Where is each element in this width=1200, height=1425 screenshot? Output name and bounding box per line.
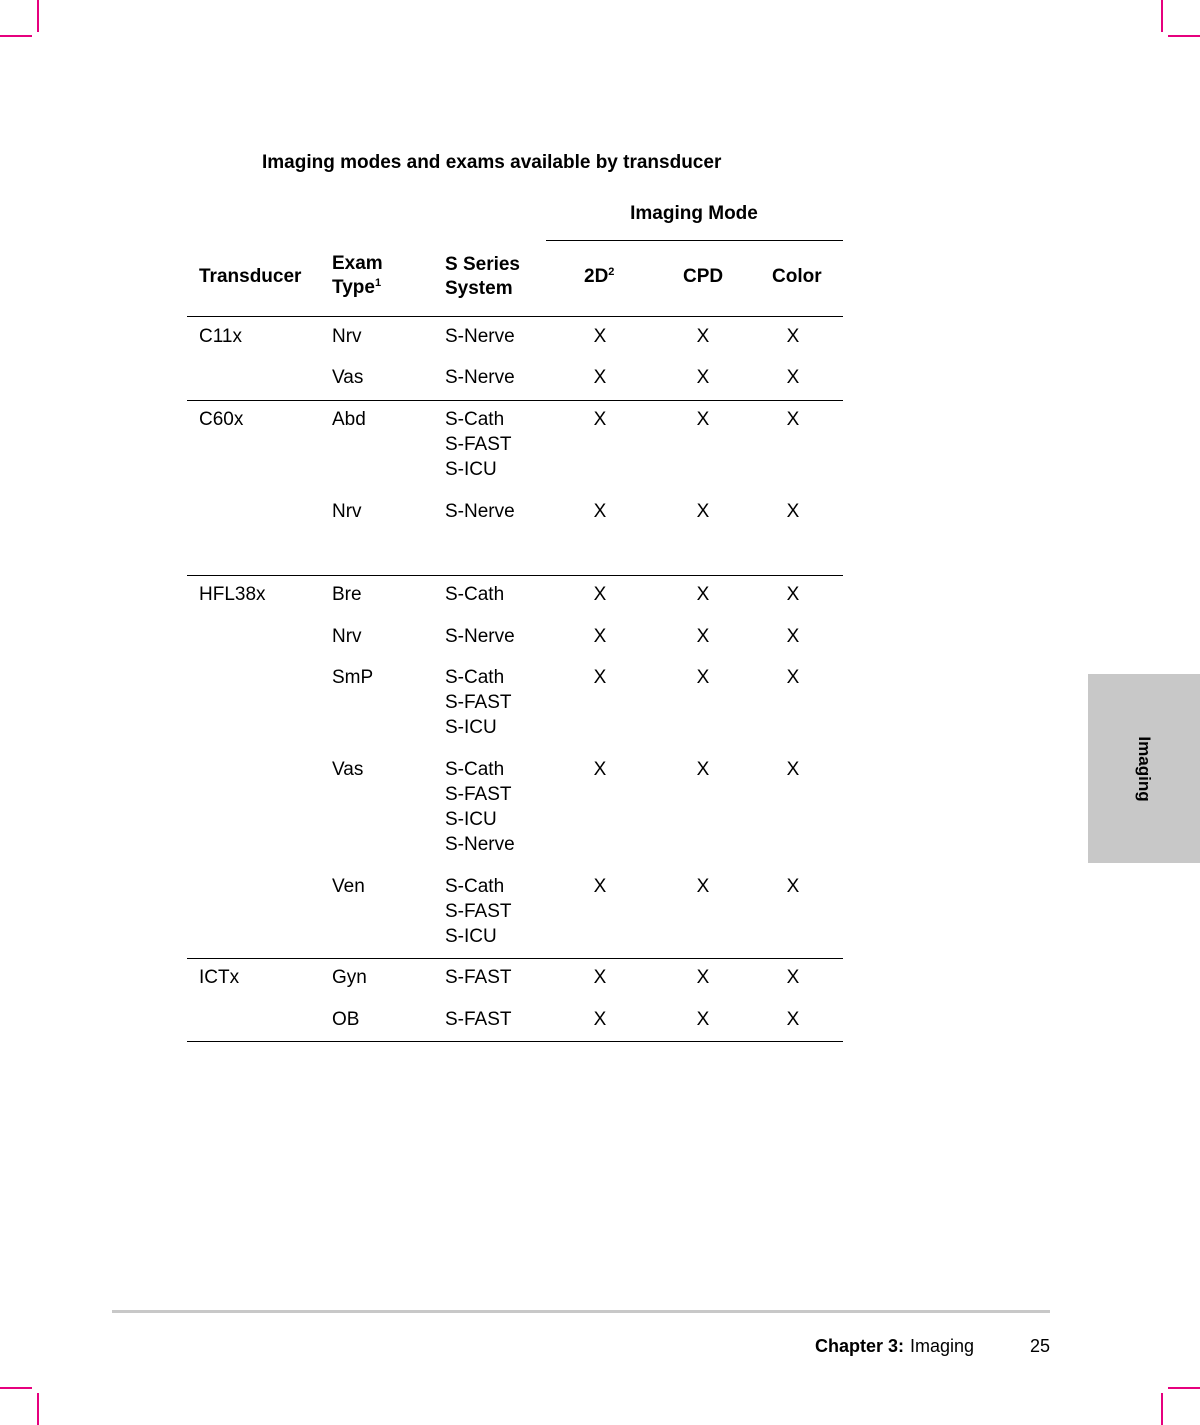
mode-cpd-mark: X	[696, 501, 710, 522]
system: S-Nerve	[445, 834, 515, 855]
header-exam-type: Exam Type$^1$	[332, 253, 383, 298]
system: S-FAST	[445, 967, 512, 988]
crop-mark	[0, 35, 32, 37]
table-title: Imaging modes and exams available by transducer	[262, 152, 722, 173]
exam-type: Nrv	[332, 326, 362, 347]
mode-2d-mark: X	[593, 1009, 607, 1030]
divider	[187, 1041, 843, 1042]
system: S-ICU	[445, 459, 497, 480]
system: S-ICU	[445, 809, 497, 830]
system: S-FAST	[445, 434, 512, 455]
page-number: 25	[1030, 1336, 1051, 1356]
system: S-Cath	[445, 409, 505, 430]
mode-color-mark: X	[786, 326, 800, 347]
mode-color-mark: X	[786, 759, 800, 780]
mode-color-mark: X	[786, 584, 800, 605]
system: S-Cath	[445, 584, 505, 605]
system: S-FAST	[445, 901, 512, 922]
mode-cpd-mark: X	[696, 876, 710, 897]
transducer-name: C60x	[199, 409, 244, 430]
crop-mark	[1161, 0, 1163, 32]
mode-2d-mark: X	[593, 626, 607, 647]
mode-2d-mark: X	[593, 759, 607, 780]
footer-divider	[112, 1310, 1050, 1313]
mode-cpd-mark: X	[696, 326, 710, 347]
mode-color-mark: X	[786, 501, 800, 522]
system: S-Nerve	[445, 367, 515, 388]
footer-chapter: Chapter 3:	[815, 1336, 905, 1356]
system: S-ICU	[445, 717, 497, 738]
transducer-group	[187, 317, 843, 401]
system: S-Cath	[445, 667, 505, 688]
crop-mark	[1168, 1387, 1200, 1389]
mode-2d-mark: X	[593, 409, 607, 430]
mode-cpd-mark: X	[696, 967, 710, 988]
mode-2d-mark: X	[593, 967, 607, 988]
transducer-name: C11x	[199, 326, 242, 347]
system: S-ICU	[445, 926, 497, 947]
crop-mark	[1168, 35, 1200, 37]
system: S-Cath	[445, 876, 505, 897]
mode-cpd-mark: X	[696, 584, 710, 605]
mode-color-mark: X	[786, 876, 800, 897]
system: S-Cath	[445, 759, 505, 780]
mode-2d-mark: X	[593, 501, 607, 522]
mode-color-mark: X	[786, 1009, 800, 1030]
mode-2d-mark: X	[593, 876, 607, 897]
header-cpd: CPD	[683, 266, 724, 287]
header-system: S Series System	[445, 254, 520, 299]
transducer-name: HFL38x	[199, 584, 266, 605]
system: S-FAST	[445, 784, 512, 805]
system: S-FAST	[445, 692, 512, 713]
transducer-group	[187, 959, 843, 1042]
crop-mark	[1161, 1393, 1163, 1425]
chapter-side-tab	[1088, 674, 1200, 863]
mode-cpd-mark: X	[696, 759, 710, 780]
system: S-Nerve	[445, 626, 515, 647]
crop-mark	[0, 1387, 32, 1389]
exam-type: Bre	[332, 584, 362, 605]
mode-color-mark: X	[786, 626, 800, 647]
mode-cpd-mark: X	[696, 626, 710, 647]
exam-type: Abd	[332, 409, 366, 430]
mode-color-mark: X	[786, 409, 800, 430]
mode-color-mark: X	[786, 367, 800, 388]
header-2d: $2D^2$	[584, 266, 615, 287]
exam-type: Vas	[332, 367, 364, 388]
divider	[546, 240, 843, 241]
exam-type: Nrv	[332, 501, 362, 522]
side-tab-label: Imaging	[1135, 735, 1154, 802]
mode-cpd-mark: X	[696, 667, 710, 688]
mode-cpd-mark: X	[696, 409, 710, 430]
mode-2d-mark: X	[593, 367, 607, 388]
exam-type: OB	[332, 1009, 360, 1030]
transducer-group	[187, 576, 843, 959]
imaging-mode-heading: Imaging Mode	[630, 203, 758, 224]
mode-2d-mark: X	[593, 667, 607, 688]
crop-mark	[37, 1393, 39, 1425]
system: S-Nerve	[445, 326, 515, 347]
exam-type: Nrv	[332, 626, 362, 647]
transducer-name: ICTx	[199, 967, 240, 988]
crop-mark	[37, 0, 39, 32]
exam-type: Vas	[332, 759, 364, 780]
exam-type: Gyn	[332, 967, 367, 988]
exam-type: SmP	[332, 667, 374, 688]
transducer-group	[187, 401, 843, 576]
mode-cpd-mark: X	[696, 367, 710, 388]
system: S-Nerve	[445, 501, 515, 522]
mode-2d-mark: X	[593, 584, 607, 605]
mode-cpd-mark: X	[696, 1009, 710, 1030]
system: S-FAST	[445, 1009, 512, 1030]
header-color: Color	[772, 266, 822, 287]
mode-color-mark: X	[786, 667, 800, 688]
footer-section: Imaging	[910, 1336, 975, 1356]
mode-2d-mark: X	[593, 326, 607, 347]
exam-type: Ven	[332, 876, 365, 897]
header-transducer: Transducer	[199, 266, 302, 287]
mode-color-mark: X	[786, 967, 800, 988]
